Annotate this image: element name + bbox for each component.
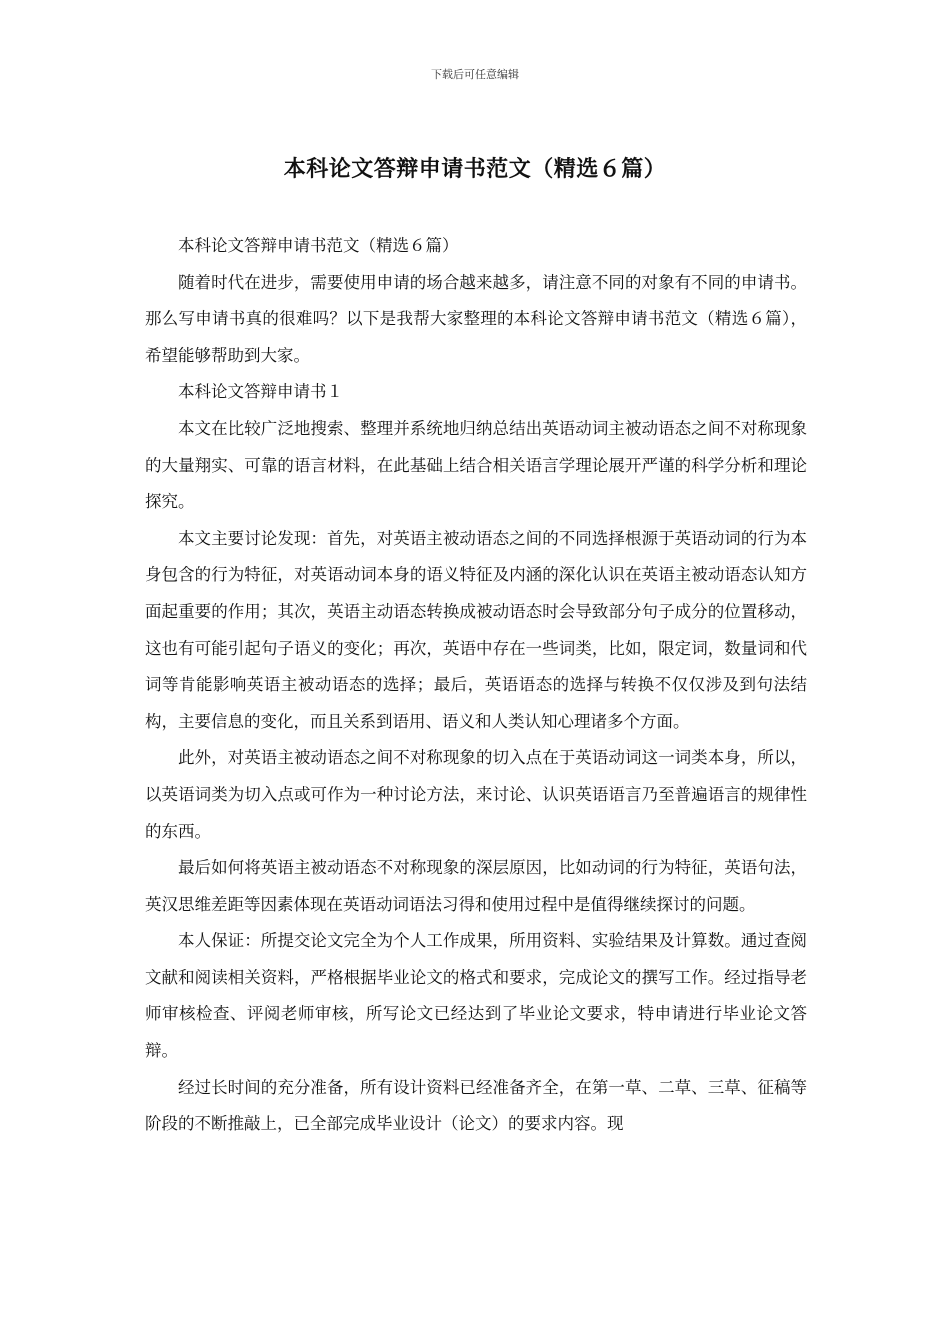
paragraph: 经过长时间的充分准备，所有设计资料已经准备齐全，在第一草、二草、三草、征稿等阶段的不断推敲上，已全部完成毕业设计（论文）的要求内容。现 bbox=[145, 1077, 807, 1134]
header-note: 下载后可任意编辑 bbox=[431, 68, 519, 81]
document-body bbox=[145, 228, 807, 1143]
paragraph: 本文在比较广泛地搜索、整理并系统地归纳总结出英语动词主被动语态之间不对称现象的大量翔实、可靠的语言材料，在此基础上结合相关语言学理论展开严谨的科学分析和理论探究。 bbox=[145, 418, 807, 512]
paragraph: 随着时代在进步，需要使用申请的场合越来越多，请注意不同的对象有不同的申请书。那么写申请书真的很难吗？以下是我帮大家整理的本科论文答辩申请书范文（精选６篇），希望能够帮助到大家。 bbox=[145, 272, 807, 365]
section-heading: 本科论文答辩申请书１ bbox=[178, 382, 343, 402]
paragraph: 本人保证：所提交论文完全为个人工作成果，所用资料、实验结果及计算数。通过查阅文献和阅读相关资料，严格根据毕业论文的格式和要求，完成论文的撰写工作。经过指导老师审核检查、评阅老师审核，所写论文已经达到了毕业论文要求，特申请进行毕业论文答辩。 bbox=[145, 931, 807, 1061]
paragraph: 此外，对英语主被动语态之间不对称现象的切入点在于英语动词这一词类本身，所以，以英语词类为切入点或可作为一种讨论方法，来讨论、认识英语语言乃至普遍语言的规律性的东西。 bbox=[145, 748, 807, 841]
paragraph: 本科论文答辩申请书范文（精选６篇） bbox=[178, 236, 459, 255]
paragraph: 最后如何将英语主被动语态不对称现象的深层原因，比如动词的行为特征，英语句法，英汉思维差距等因素体现在英语动词语法习得和使用过程中是值得继续探讨的问题。 bbox=[145, 858, 807, 914]
document-title: 本科论文答辩申请书范文（精选６篇） bbox=[283, 157, 667, 182]
paragraph: 本文主要讨论发现：首先，对英语主被动语态之间的不同选择根源于英语动词的行为本身包含的行为特征，对英语动词本身的语义特征及内涵的深化认识在英语主被动语态认知方面起重要的作用；其次，英语主动语态转换成被动语态时会导致部分句子成分的位置移动，这也有可能引起句子语义的变化；再次，英语中存在一些词类，比如，限定词，数量词和代词等肯能影响英语主被动语态的选择；最后，英语语态的选择与转换不仅仅涉及到句法结构，主要信息的变化，而且关系到语用、语义和人类认知心理诸多个方面。 bbox=[145, 528, 807, 731]
